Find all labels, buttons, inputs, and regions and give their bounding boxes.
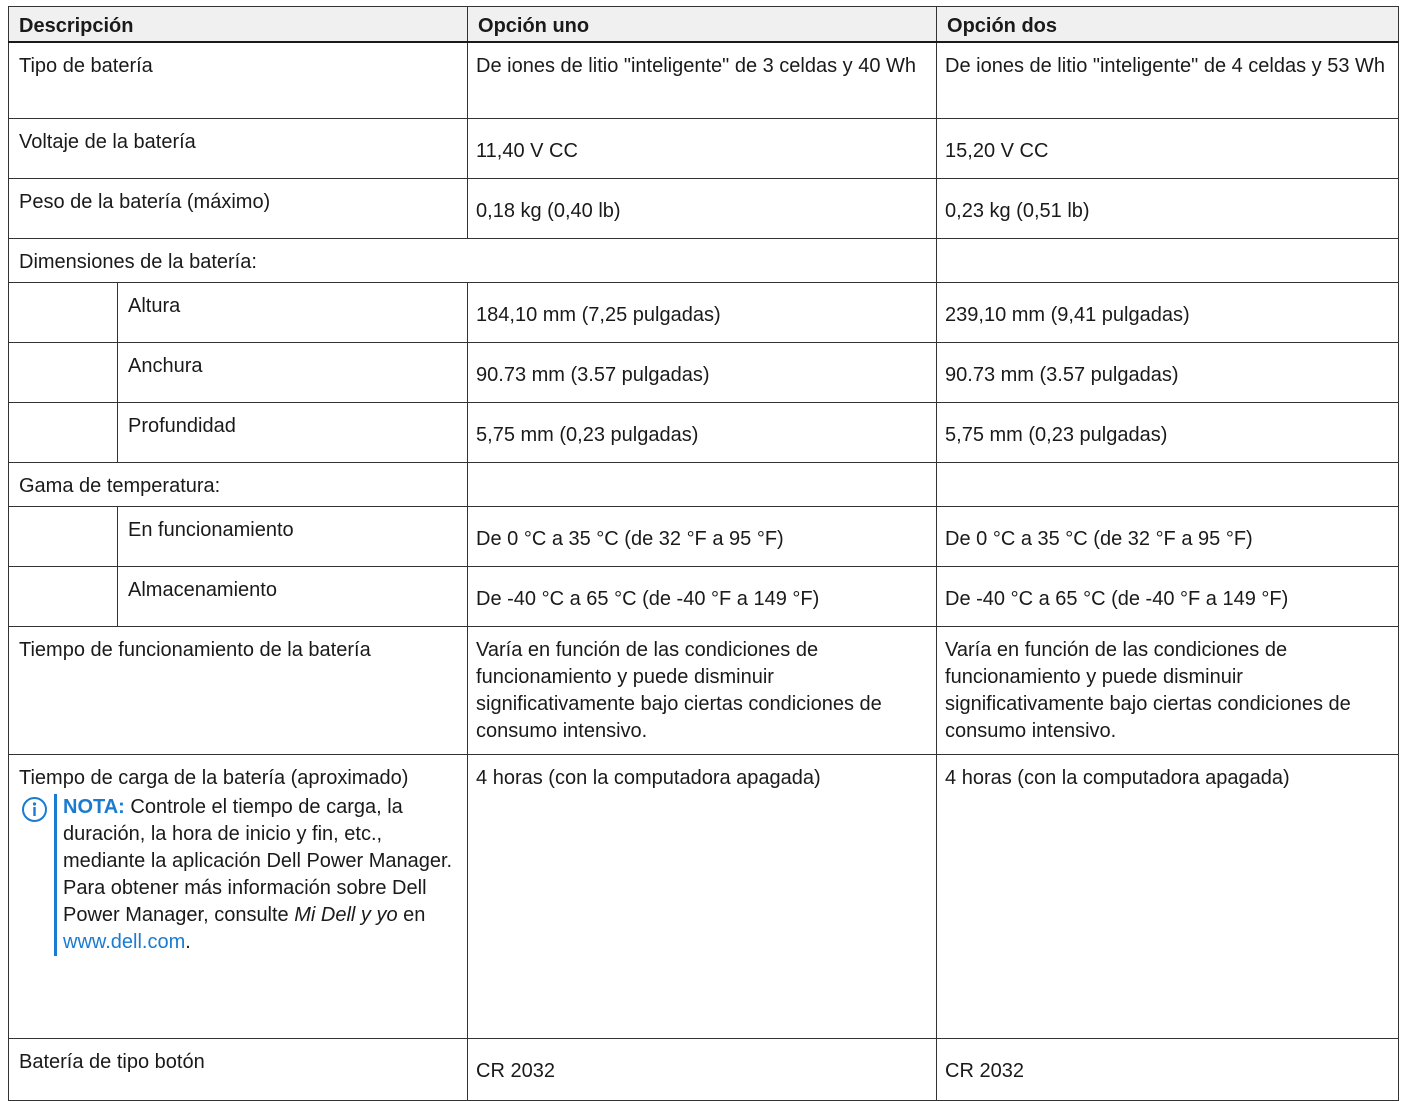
table-row [9, 238, 1399, 282]
row-label: Batería de tipo botón [9, 1038, 468, 1100]
header-option-one: Opción uno [468, 7, 937, 43]
indent-cell [9, 342, 118, 402]
table-row [9, 754, 1399, 1038]
table-row [9, 282, 1399, 342]
row-value-one: 5,75 mm (0,23 pulgadas) [468, 402, 937, 462]
section-label: Dimensiones de la batería: [9, 238, 937, 282]
row-label: Profundidad [118, 402, 468, 462]
table-row [9, 402, 1399, 462]
battery-spec-table [8, 6, 1399, 1101]
row-label: Tiempo de funcionamiento de la batería [9, 626, 468, 754]
empty-cell [937, 462, 1399, 506]
empty-cell [468, 462, 937, 506]
row-value-two: 239,10 mm (9,41 pulgadas) [937, 282, 1399, 342]
row-label: En funcionamiento [118, 506, 468, 566]
row-value-one: 90.73 mm (3.57 pulgadas) [468, 342, 937, 402]
table-row [9, 342, 1399, 402]
row-label: Voltaje de la batería [9, 118, 468, 178]
row-label [9, 754, 468, 1038]
row-value-two: 15,20 V CC [937, 118, 1399, 178]
table-row [9, 462, 1399, 506]
table-row [9, 1038, 1399, 1100]
table-row [9, 178, 1399, 238]
dell-link[interactable]: www.dell.com [63, 930, 186, 953]
table-row [9, 42, 1399, 118]
note-italic: Mi Dell y yo [294, 903, 398, 926]
note-label: NOTA: [63, 795, 125, 818]
indent-cell [9, 566, 118, 626]
row-value-two: De 0 °C a 35 °C (de 32 °F a 95 °F) [937, 506, 1399, 566]
note-block [19, 794, 459, 956]
row-value-two: De iones de litio "inteligente" de 4 celdas y 53 Wh [937, 42, 1399, 118]
indent-cell [9, 506, 118, 566]
row-value-one: De 0 °C a 35 °C (de 32 °F a 95 °F) [468, 506, 937, 566]
header-row [9, 7, 1399, 43]
indent-cell [9, 402, 118, 462]
section-label: Gama de temperatura: [9, 462, 468, 506]
row-value-two: 5,75 mm (0,23 pulgadas) [937, 402, 1399, 462]
table-row [9, 506, 1399, 566]
row-label: Altura [118, 282, 468, 342]
row-value-two: 90.73 mm (3.57 pulgadas) [937, 342, 1399, 402]
row-value-one: Varía en función de las condiciones de funcionamiento y puede disminuir significativamente bajo ciertas condiciones de consumo intensivo. [468, 626, 937, 754]
header-description: Descripción [9, 7, 468, 43]
table-row [9, 626, 1399, 754]
row-value-two: 4 horas (con la computadora apagada) [937, 754, 1399, 1038]
row-value-one: CR 2032 [468, 1038, 937, 1100]
row-value-two: CR 2032 [937, 1038, 1399, 1100]
info-icon [21, 796, 48, 823]
header-option-two: Opción dos [937, 7, 1399, 43]
row-value-one: 4 horas (con la computadora apagada) [468, 754, 937, 1038]
row-label: Anchura [118, 342, 468, 402]
row-label: Peso de la batería (máximo) [9, 178, 468, 238]
note-text: NOTA: Controle el tiempo de carga, la duración, la hora de inicio y fin, etc., mediante la aplicación Dell Power Manager. Para obtener más información sobre Dell Power Manager, consulte Mi Dell y yo en www.dell.com. [54, 794, 459, 956]
row-value-two: 0,23 kg (0,51 lb) [937, 178, 1399, 238]
row-value-one: De iones de litio "inteligente" de 3 celdas y 40 Wh [468, 42, 937, 118]
row-value-one: 11,40 V CC [468, 118, 937, 178]
table-row [9, 566, 1399, 626]
row-value-two: Varía en función de las condiciones de funcionamiento y puede disminuir significativamente bajo ciertas condiciones de consumo intensivo. [937, 626, 1399, 754]
row-label: Tipo de batería [9, 42, 468, 118]
row-value-one: De -40 °C a 65 °C (de -40 °F a 149 °F) [468, 566, 937, 626]
row-label: Almacenamiento [118, 566, 468, 626]
row-value-one: 184,10 mm (7,25 pulgadas) [468, 282, 937, 342]
table-row [9, 118, 1399, 178]
empty-cell [937, 238, 1399, 282]
row-value-two: De -40 °C a 65 °C (de -40 °F a 149 °F) [937, 566, 1399, 626]
note-body-text: Controle el tiempo de carga, la duración, la hora de inicio y fin, etc., mediante la aplicación Dell Power Manager. Para obtener más información sobre Dell Power Manager, consulte [63, 795, 453, 926]
row-value-one: 0,18 kg (0,40 lb) [468, 178, 937, 238]
indent-cell [9, 282, 118, 342]
charge-time-label: Tiempo de carga de la batería (aproximado) [19, 766, 409, 789]
